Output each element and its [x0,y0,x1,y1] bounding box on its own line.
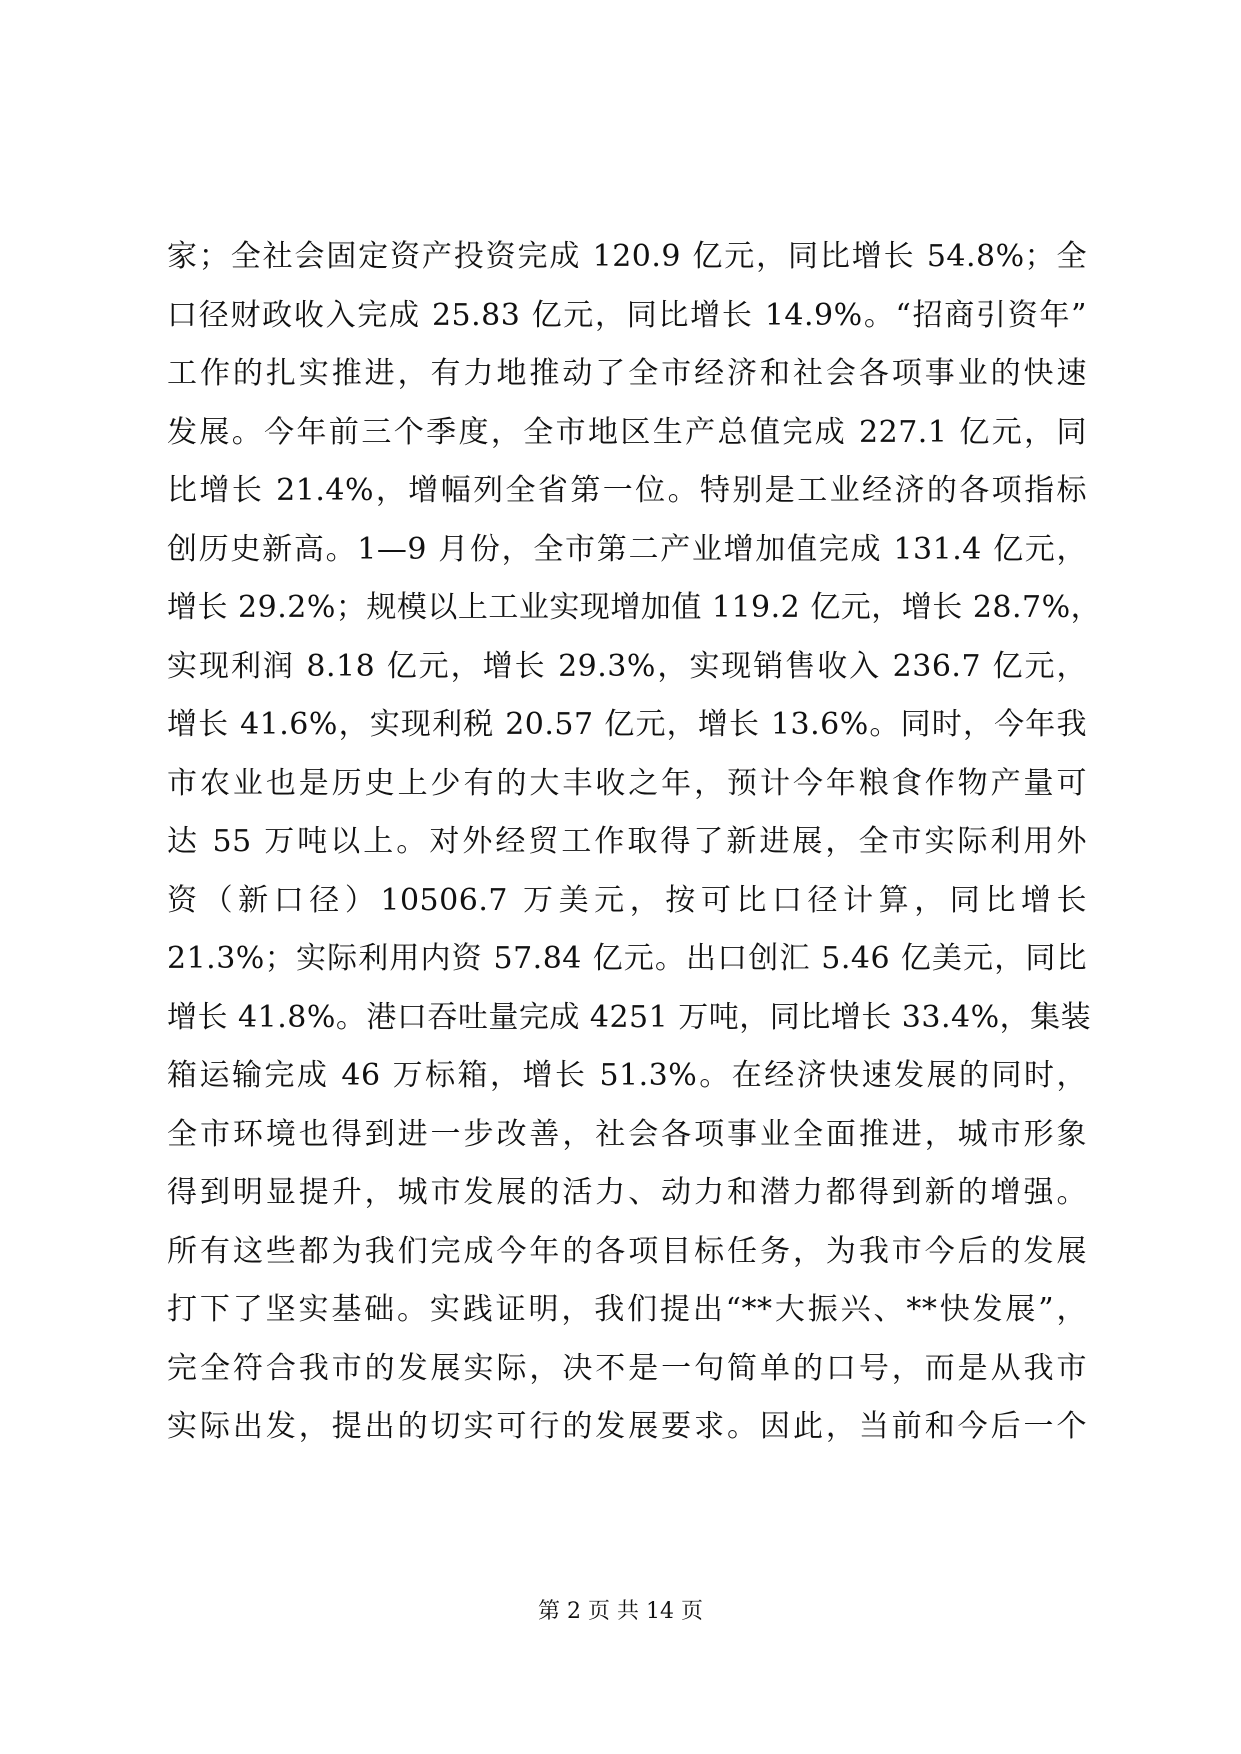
text-line: 资（新口径）10506.7 万美元，按可比口径计算，同比增长 [167,882,1087,918]
text-line: 家；全社会固定资产投资完成 120.9 亿元，同比增长 54.8%；全 [167,239,1087,274]
text-line: 完全符合我市的发展实际，决不是一句简单的口号，而是从我市 [167,1350,1087,1386]
text-line: 增长 41.8%。港口吞吐量完成 4251 万吨，同比增长 33.4%，集装 [167,999,1092,1035]
text-line: 增长 41.6%，实现利税 20.57 亿元，增长 13.6%。同时，今年我 [167,707,1087,742]
text-line: 箱运输完成 46 万标箱，增长 51.3%。在经济快速发展的同时， [167,1058,1087,1093]
text-line: 口径财政收入完成 25.83 亿元，同比增长 14.9%。“招商引资年” [167,297,1087,333]
text-line: 增长 29.2%；规模以上工业实现增加值 119.2 亿元，增长 28.7%， [167,590,1102,625]
body-text [167,228,1102,1457]
text-line: 所有这些都为我们完成今年的各项目标任务，为我市今后的发展 [167,1233,1087,1269]
text-line: 实际出发，提出的切实可行的发展要求。因此，当前和今后一个 [167,1409,1087,1444]
text-line: 全市环境也得到进一步改善，社会各项事业全面推进，城市形象 [167,1116,1087,1152]
text-line: 市农业也是历史上少有的大丰收之年，预计今年粮食作物产量可 [167,765,1087,801]
text-line: 实现利润 8.18 亿元，增长 29.3%，实现销售收入 236.7 亿元， [167,648,1087,684]
text-line: 达 55 万吨以上。对外经贸工作取得了新进展，全市实际利用外 [167,824,1087,859]
text-line: 比增长 21.4%，增幅列全省第一位。特别是工业经济的各项指标 [167,473,1087,508]
text-line: 打下了坚实基础。实践证明，我们提出“**大振兴、**快发展”， [167,1292,1087,1327]
page-footer: 第 2 页 共 14 页 [538,1599,703,1624]
text-line: 21.3%；实际利用内资 57.84 亿元。出口创汇 5.46 亿美元，同比 [167,941,1087,976]
text-line: 工作的扎实推进，有力地推动了全市经济和社会各项事业的快速 [167,356,1087,391]
text-line: 发展。今年前三个季度，全市地区生产总值完成 227.1 亿元，同 [167,414,1087,450]
text-line: 得到明显提升，城市发展的活力、动力和潜力都得到新的增强。 [167,1175,1087,1210]
text-line: 创历史新高。1—9 月份，全市第二产业增加值完成 131.4 亿元， [167,531,1087,567]
